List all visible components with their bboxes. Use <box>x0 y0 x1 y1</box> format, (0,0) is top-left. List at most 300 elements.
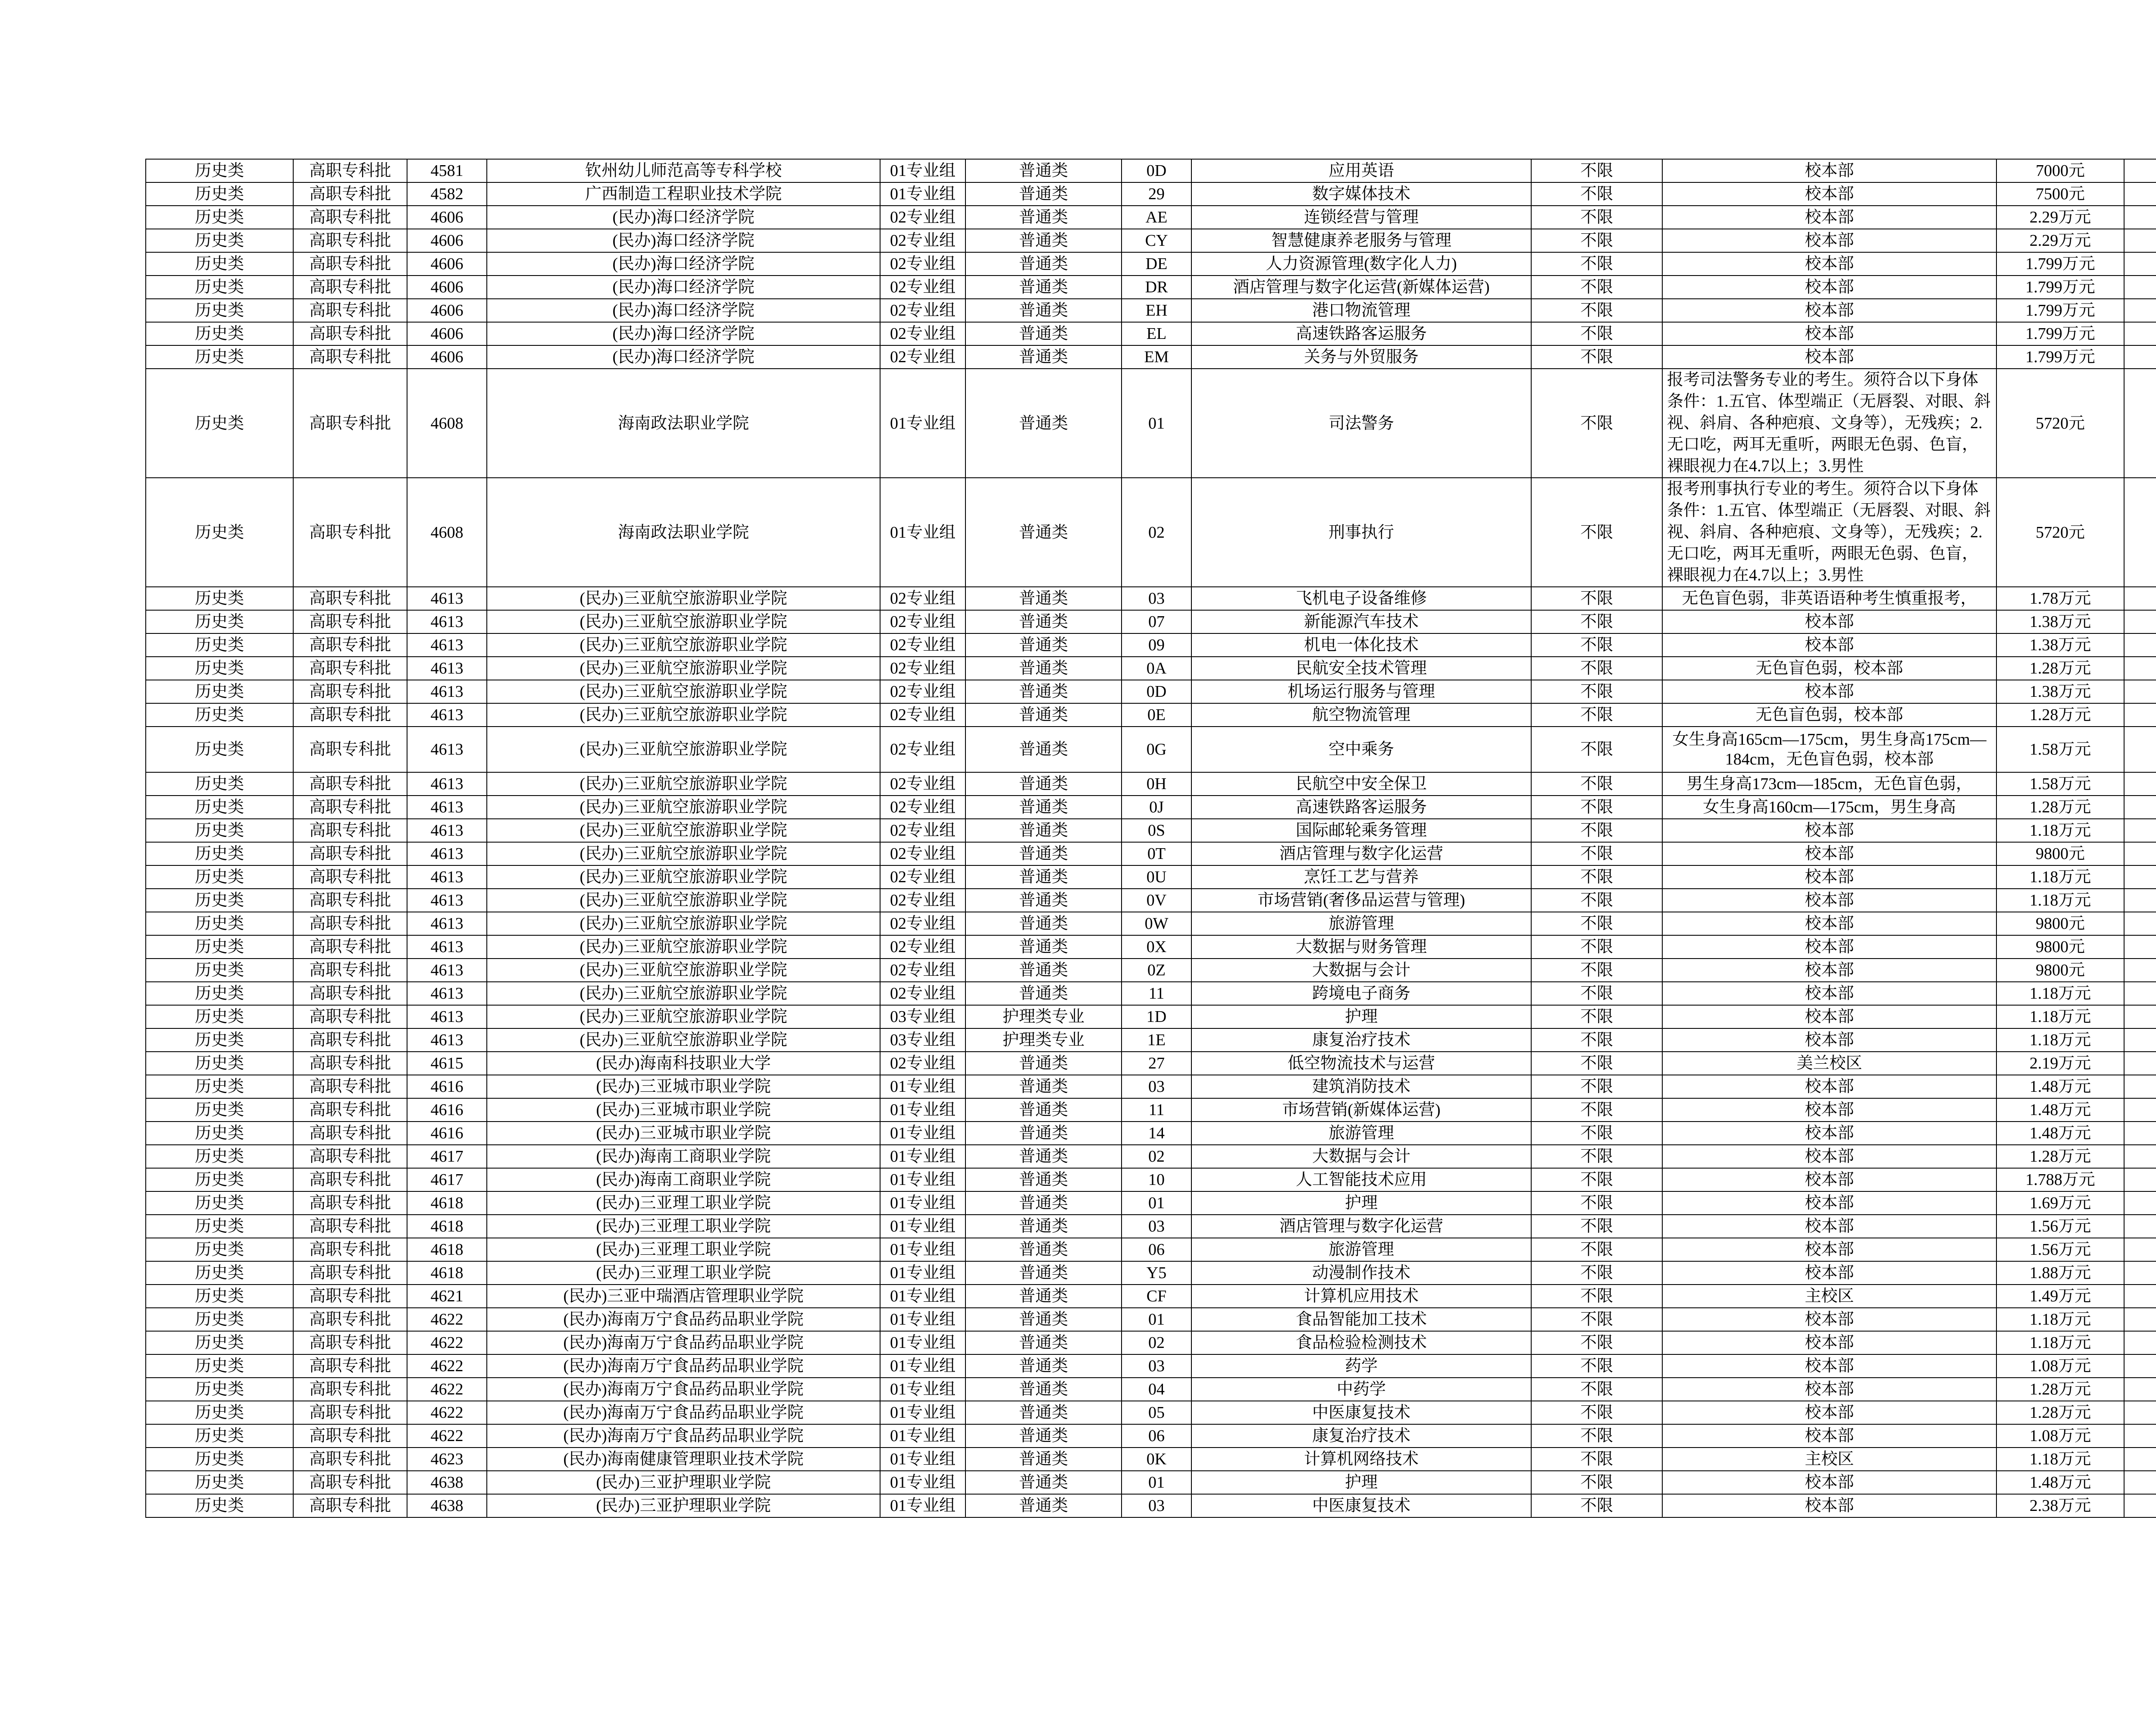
school-code-cell: 4622 <box>407 1401 487 1424</box>
major-name-cell: 中医康复技术 <box>1191 1401 1531 1424</box>
major-code-cell: 02 <box>1122 1331 1191 1354</box>
tuition-cell: 1.788万元 <box>1996 1168 2124 1191</box>
table-row <box>146 299 2156 322</box>
table-row <box>146 935 2156 959</box>
major-group-cell: 02专业组 <box>880 819 965 842</box>
school-name-cell: (民办)海南万宁食品药品职业学院 <box>487 1354 880 1378</box>
plan-count-cell <box>2124 1191 2156 1215</box>
school-name-cell: (民办)海口经济学院 <box>487 322 880 345</box>
tuition-cell: 1.48万元 <box>1996 1098 2124 1122</box>
category-type-cell: 普通类 <box>965 587 1122 610</box>
major-name-cell: 护理 <box>1191 1191 1531 1215</box>
subject-category-cell: 历史类 <box>146 159 293 182</box>
major-code-cell: 14 <box>1122 1122 1191 1145</box>
major-code-cell: 07 <box>1122 610 1191 633</box>
table-row <box>146 1331 2156 1354</box>
batch-cell: 高职专科批 <box>293 1261 407 1285</box>
category-type-cell: 普通类 <box>965 819 1122 842</box>
tuition-cell: 2.19万元 <box>1996 1052 2124 1075</box>
tuition-cell: 1.28万元 <box>1996 703 2124 727</box>
major-name-cell: 应用英语 <box>1191 159 1531 182</box>
subject-requirement-cell: 不限 <box>1531 322 1662 345</box>
major-code-cell: 01 <box>1122 1191 1191 1215</box>
table-row <box>146 889 2156 912</box>
tuition-cell: 2.29万元 <box>1996 229 2124 252</box>
major-group-cell: 02专业组 <box>880 796 965 819</box>
tuition-cell: 1.56万元 <box>1996 1238 2124 1261</box>
major-group-cell: 02专业组 <box>880 982 965 1005</box>
table-row <box>146 657 2156 680</box>
tuition-cell: 1.799万元 <box>1996 276 2124 299</box>
school-name-cell: 广西制造工程职业技术学院 <box>487 182 880 206</box>
subject-category-cell: 历史类 <box>146 680 293 703</box>
major-name-cell: 护理 <box>1191 1471 1531 1494</box>
tuition-cell: 1.799万元 <box>1996 322 2124 345</box>
plan-count-cell <box>2124 252 2156 276</box>
school-code-cell: 4613 <box>407 796 487 819</box>
plan-count-cell <box>2124 819 2156 842</box>
remarks-cell: 校本部 <box>1662 1028 1996 1052</box>
school-code-cell: 4622 <box>407 1354 487 1378</box>
subject-requirement-cell: 不限 <box>1531 229 1662 252</box>
tuition-cell: 1.38万元 <box>1996 680 2124 703</box>
remarks-cell: 女生身高165cm—175cm，男生身高175cm—184cm，无色盲色弱，校本部 <box>1662 727 1996 772</box>
table-body <box>146 159 2156 1517</box>
category-type-cell: 普通类 <box>965 680 1122 703</box>
major-name-cell: 护理 <box>1191 1005 1531 1028</box>
subject-category-cell: 历史类 <box>146 1122 293 1145</box>
subject-category-cell: 历史类 <box>146 1052 293 1075</box>
tuition-cell: 9800元 <box>1996 959 2124 982</box>
remarks-cell: 校本部 <box>1662 322 1996 345</box>
batch-cell: 高职专科批 <box>293 727 407 772</box>
remarks-cell: 校本部 <box>1662 1494 1996 1517</box>
subject-requirement-cell: 不限 <box>1531 182 1662 206</box>
major-code-cell: 0U <box>1122 865 1191 889</box>
major-name-cell: 民航安全技术管理 <box>1191 657 1531 680</box>
major-code-cell: 05 <box>1122 1401 1191 1424</box>
plan-count-cell <box>2124 1471 2156 1494</box>
category-type-cell: 普通类 <box>965 229 1122 252</box>
subject-category-cell: 历史类 <box>146 1215 293 1238</box>
major-name-cell: 低空物流技术与运营 <box>1191 1052 1531 1075</box>
major-name-cell: 食品检验检测技术 <box>1191 1331 1531 1354</box>
batch-cell: 高职专科批 <box>293 633 407 657</box>
school-name-cell: (民办)海口经济学院 <box>487 276 880 299</box>
major-name-cell: 食品智能加工技术 <box>1191 1308 1531 1331</box>
subject-category-cell: 历史类 <box>146 369 293 478</box>
tuition-cell: 1.18万元 <box>1996 819 2124 842</box>
subject-requirement-cell: 不限 <box>1531 1075 1662 1098</box>
category-type-cell: 普通类 <box>965 478 1122 587</box>
major-name-cell: 大数据与会计 <box>1191 1145 1531 1168</box>
school-name-cell: (民办)三亚航空旅游职业学院 <box>487 842 880 865</box>
batch-cell: 高职专科批 <box>293 159 407 182</box>
subject-category-cell: 历史类 <box>146 345 293 369</box>
tuition-cell: 9800元 <box>1996 842 2124 865</box>
plan-count-cell <box>2124 299 2156 322</box>
major-name-cell: 旅游管理 <box>1191 1238 1531 1261</box>
plan-count-cell <box>2124 1238 2156 1261</box>
table-row <box>146 345 2156 369</box>
batch-cell: 高职专科批 <box>293 842 407 865</box>
school-code-cell: 4613 <box>407 657 487 680</box>
plan-count-cell <box>2124 703 2156 727</box>
school-code-cell: 4613 <box>407 703 487 727</box>
major-code-cell: 0H <box>1122 772 1191 796</box>
table-row <box>146 865 2156 889</box>
major-code-cell: 03 <box>1122 1354 1191 1378</box>
major-name-cell: 刑事执行 <box>1191 478 1531 587</box>
school-name-cell: (民办)三亚航空旅游职业学院 <box>487 610 880 633</box>
major-group-cell: 02专业组 <box>880 322 965 345</box>
major-name-cell: 机场运行服务与管理 <box>1191 680 1531 703</box>
remarks-cell: 女生身高160cm—175cm，男生身高 <box>1662 796 1996 819</box>
plan-count-cell <box>2124 680 2156 703</box>
school-name-cell: (民办)三亚航空旅游职业学院 <box>487 772 880 796</box>
subject-requirement-cell: 不限 <box>1531 772 1662 796</box>
table-row <box>146 1494 2156 1517</box>
major-code-cell: 0Z <box>1122 959 1191 982</box>
category-type-cell: 普通类 <box>965 182 1122 206</box>
table-row <box>146 1424 2156 1448</box>
plan-count-cell <box>2124 369 2156 478</box>
subject-category-cell: 历史类 <box>146 1191 293 1215</box>
subject-category-cell: 历史类 <box>146 865 293 889</box>
major-name-cell: 智慧健康养老服务与管理 <box>1191 229 1531 252</box>
tuition-cell: 9800元 <box>1996 912 2124 935</box>
tuition-cell: 1.56万元 <box>1996 1215 2124 1238</box>
major-code-cell: 06 <box>1122 1424 1191 1448</box>
school-name-cell: (民办)海口经济学院 <box>487 345 880 369</box>
batch-cell: 高职专科批 <box>293 1471 407 1494</box>
plan-count-cell <box>2124 959 2156 982</box>
major-group-cell: 02专业组 <box>880 727 965 772</box>
subject-requirement-cell: 不限 <box>1531 1168 1662 1191</box>
subject-category-cell: 历史类 <box>146 587 293 610</box>
major-name-cell: 连锁经营与管理 <box>1191 206 1531 229</box>
school-name-cell: (民办)三亚航空旅游职业学院 <box>487 935 880 959</box>
category-type-cell: 普通类 <box>965 1401 1122 1424</box>
school-name-cell: (民办)三亚航空旅游职业学院 <box>487 1005 880 1028</box>
category-type-cell: 普通类 <box>965 1075 1122 1098</box>
major-name-cell: 市场营销(奢侈品运营与管理) <box>1191 889 1531 912</box>
category-type-cell: 普通类 <box>965 369 1122 478</box>
school-name-cell: (民办)三亚航空旅游职业学院 <box>487 865 880 889</box>
major-code-cell: AE <box>1122 206 1191 229</box>
table-row <box>146 1028 2156 1052</box>
category-type-cell: 普通类 <box>965 889 1122 912</box>
tuition-cell: 1.48万元 <box>1996 1471 2124 1494</box>
school-code-cell: 4606 <box>407 322 487 345</box>
school-code-cell: 4613 <box>407 587 487 610</box>
table-row <box>146 772 2156 796</box>
tuition-cell: 1.69万元 <box>1996 1191 2124 1215</box>
school-code-cell: 4613 <box>407 819 487 842</box>
remarks-cell: 校本部 <box>1662 182 1996 206</box>
major-group-cell: 01专业组 <box>880 1098 965 1122</box>
batch-cell: 高职专科批 <box>293 1285 407 1308</box>
major-group-cell: 02专业组 <box>880 587 965 610</box>
plan-count-cell <box>2124 657 2156 680</box>
plan-count-cell <box>2124 772 2156 796</box>
school-code-cell: 4616 <box>407 1075 487 1098</box>
major-code-cell: 0T <box>1122 842 1191 865</box>
school-name-cell: (民办)海南万宁食品药品职业学院 <box>487 1378 880 1401</box>
category-type-cell: 普通类 <box>965 727 1122 772</box>
subject-category-cell: 历史类 <box>146 206 293 229</box>
major-code-cell: EM <box>1122 345 1191 369</box>
school-code-cell: 4618 <box>407 1261 487 1285</box>
major-code-cell: 1E <box>1122 1028 1191 1052</box>
subject-category-cell: 历史类 <box>146 1308 293 1331</box>
school-name-cell: (民办)三亚航空旅游职业学院 <box>487 703 880 727</box>
remarks-cell: 无色盲色弱，校本部 <box>1662 703 1996 727</box>
subject-requirement-cell: 不限 <box>1531 819 1662 842</box>
school-code-cell: 4608 <box>407 369 487 478</box>
major-group-cell: 01专业组 <box>880 369 965 478</box>
subject-category-cell: 历史类 <box>146 229 293 252</box>
table-row <box>146 959 2156 982</box>
school-code-cell: 4613 <box>407 912 487 935</box>
table-row <box>146 252 2156 276</box>
plan-count-cell <box>2124 982 2156 1005</box>
subject-requirement-cell: 不限 <box>1531 1261 1662 1285</box>
table-row <box>146 1354 2156 1378</box>
school-code-cell: 4622 <box>407 1424 487 1448</box>
school-code-cell: 4606 <box>407 206 487 229</box>
category-type-cell: 普通类 <box>965 1285 1122 1308</box>
remarks-cell: 校本部 <box>1662 1098 1996 1122</box>
subject-category-cell: 历史类 <box>146 796 293 819</box>
school-name-cell: (民办)三亚航空旅游职业学院 <box>487 727 880 772</box>
plan-count-cell <box>2124 1285 2156 1308</box>
tuition-cell: 1.18万元 <box>1996 889 2124 912</box>
subject-category-cell: 历史类 <box>146 1378 293 1401</box>
major-name-cell: 司法警务 <box>1191 369 1531 478</box>
school-name-cell: (民办)海口经济学院 <box>487 252 880 276</box>
school-name-cell: (民办)三亚航空旅游职业学院 <box>487 982 880 1005</box>
school-name-cell: (民办)海南工商职业学院 <box>487 1145 880 1168</box>
admission-plan-table <box>145 159 2156 1518</box>
remarks-cell: 美兰校区 <box>1662 1052 1996 1075</box>
remarks-cell: 报考刑事执行专业的考生。须符合以下身体条件：1.五官、体型端正（无唇裂、对眼、斜视、斜肩、各种疤痕、文身等），无残疾；2.无口吃，两耳无重听，两眼无色弱、色盲，裸眼视力在4.7以上；3.男性 <box>1662 478 1996 587</box>
subject-category-cell: 历史类 <box>146 772 293 796</box>
school-code-cell: 4618 <box>407 1215 487 1238</box>
major-group-cell: 03专业组 <box>880 1028 965 1052</box>
category-type-cell: 普通类 <box>965 842 1122 865</box>
remarks-cell: 校本部 <box>1662 912 1996 935</box>
subject-requirement-cell: 不限 <box>1531 1471 1662 1494</box>
remarks-cell: 无色盲色弱，校本部 <box>1662 657 1996 680</box>
school-name-cell: (民办)海南健康管理职业技术学院 <box>487 1448 880 1471</box>
table-row <box>146 1448 2156 1471</box>
major-name-cell: 数字媒体技术 <box>1191 182 1531 206</box>
table-row <box>146 1378 2156 1401</box>
major-code-cell: 0S <box>1122 819 1191 842</box>
major-group-cell: 01专业组 <box>880 1401 965 1424</box>
remarks-cell: 校本部 <box>1662 959 1996 982</box>
category-type-cell: 普通类 <box>965 796 1122 819</box>
tuition-cell: 1.38万元 <box>1996 610 2124 633</box>
table-row <box>146 842 2156 865</box>
batch-cell: 高职专科批 <box>293 1028 407 1052</box>
major-code-cell: 11 <box>1122 982 1191 1005</box>
major-name-cell: 新能源汽车技术 <box>1191 610 1531 633</box>
subject-requirement-cell: 不限 <box>1531 206 1662 229</box>
school-name-cell: (民办)海口经济学院 <box>487 229 880 252</box>
batch-cell: 高职专科批 <box>293 478 407 587</box>
school-code-cell: 4606 <box>407 276 487 299</box>
major-group-cell: 02专业组 <box>880 889 965 912</box>
remarks-cell: 校本部 <box>1662 982 1996 1005</box>
remarks-cell: 校本部 <box>1662 1378 1996 1401</box>
subject-category-cell: 历史类 <box>146 657 293 680</box>
category-type-cell: 普通类 <box>965 772 1122 796</box>
category-type-cell: 普通类 <box>965 935 1122 959</box>
major-name-cell: 港口物流管理 <box>1191 299 1531 322</box>
table-row <box>146 182 2156 206</box>
category-type-cell: 普通类 <box>965 633 1122 657</box>
school-code-cell: 4638 <box>407 1494 487 1517</box>
major-name-cell: 空中乘务 <box>1191 727 1531 772</box>
plan-count-cell <box>2124 229 2156 252</box>
table-row <box>146 1168 2156 1191</box>
batch-cell: 高职专科批 <box>293 610 407 633</box>
school-code-cell: 4618 <box>407 1238 487 1261</box>
batch-cell: 高职专科批 <box>293 680 407 703</box>
major-group-cell: 02专业组 <box>880 865 965 889</box>
tuition-cell: 1.18万元 <box>1996 1005 2124 1028</box>
major-group-cell: 01专业组 <box>880 1308 965 1331</box>
remarks-cell: 校本部 <box>1662 680 1996 703</box>
school-code-cell: 4613 <box>407 865 487 889</box>
plan-count-cell <box>2124 1145 2156 1168</box>
remarks-cell: 校本部 <box>1662 1215 1996 1238</box>
batch-cell: 高职专科批 <box>293 252 407 276</box>
plan-count-cell <box>2124 276 2156 299</box>
school-code-cell: 4608 <box>407 478 487 587</box>
subject-category-cell: 历史类 <box>146 959 293 982</box>
major-group-cell: 02专业组 <box>880 229 965 252</box>
major-group-cell: 03专业组 <box>880 1005 965 1028</box>
subject-requirement-cell: 不限 <box>1531 1122 1662 1145</box>
major-group-cell: 02专业组 <box>880 703 965 727</box>
major-group-cell: 02专业组 <box>880 299 965 322</box>
batch-cell: 高职专科批 <box>293 299 407 322</box>
tuition-cell: 1.48万元 <box>1996 1122 2124 1145</box>
major-group-cell: 01专业组 <box>880 182 965 206</box>
subject-category-cell: 历史类 <box>146 1168 293 1191</box>
table-row <box>146 1238 2156 1261</box>
major-name-cell: 中药学 <box>1191 1378 1531 1401</box>
batch-cell: 高职专科批 <box>293 1145 407 1168</box>
subject-category-cell: 历史类 <box>146 252 293 276</box>
batch-cell: 高职专科批 <box>293 1424 407 1448</box>
major-code-cell: CF <box>1122 1285 1191 1308</box>
tuition-cell: 1.48万元 <box>1996 1075 2124 1098</box>
batch-cell: 高职专科批 <box>293 322 407 345</box>
major-group-cell: 01专业组 <box>880 1168 965 1191</box>
tuition-cell: 1.28万元 <box>1996 1145 2124 1168</box>
category-type-cell: 普通类 <box>965 1471 1122 1494</box>
subject-requirement-cell: 不限 <box>1531 1308 1662 1331</box>
major-name-cell: 计算机应用技术 <box>1191 1285 1531 1308</box>
table-row <box>146 680 2156 703</box>
table-row <box>146 1308 2156 1331</box>
category-type-cell: 普通类 <box>965 1308 1122 1331</box>
major-name-cell: 酒店管理与数字化运营 <box>1191 842 1531 865</box>
major-group-cell: 01专业组 <box>880 1145 965 1168</box>
remarks-cell: 校本部 <box>1662 1191 1996 1215</box>
table-row <box>146 1052 2156 1075</box>
subject-requirement-cell: 不限 <box>1531 727 1662 772</box>
major-code-cell: 09 <box>1122 633 1191 657</box>
major-group-cell: 02专业组 <box>880 657 965 680</box>
major-code-cell: 01 <box>1122 1308 1191 1331</box>
school-name-cell: (民办)海南万宁食品药品职业学院 <box>487 1424 880 1448</box>
subject-requirement-cell: 不限 <box>1531 796 1662 819</box>
subject-category-cell: 历史类 <box>146 299 293 322</box>
remarks-cell: 校本部 <box>1662 1238 1996 1261</box>
school-code-cell: 4613 <box>407 680 487 703</box>
plan-count-cell <box>2124 322 2156 345</box>
school-name-cell: (民办)三亚航空旅游职业学院 <box>487 819 880 842</box>
table-row <box>146 1145 2156 1168</box>
subject-requirement-cell: 不限 <box>1531 703 1662 727</box>
subject-category-cell: 历史类 <box>146 889 293 912</box>
school-name-cell: (民办)三亚航空旅游职业学院 <box>487 912 880 935</box>
school-name-cell: (民办)三亚理工职业学院 <box>487 1261 880 1285</box>
table-row <box>146 276 2156 299</box>
remarks-cell: 校本部 <box>1662 1354 1996 1378</box>
tuition-cell: 7500元 <box>1996 182 2124 206</box>
batch-cell: 高职专科批 <box>293 772 407 796</box>
table-row <box>146 587 2156 610</box>
school-code-cell: 4606 <box>407 229 487 252</box>
table-row <box>146 703 2156 727</box>
category-type-cell: 普通类 <box>965 1191 1122 1215</box>
tuition-cell: 2.38万元 <box>1996 1494 2124 1517</box>
category-type-cell: 普通类 <box>965 1052 1122 1075</box>
major-group-cell: 01专业组 <box>880 1378 965 1401</box>
major-group-cell: 01专业组 <box>880 1448 965 1471</box>
plan-count-cell <box>2124 842 2156 865</box>
plan-count-cell <box>2124 912 2156 935</box>
remarks-cell: 校本部 <box>1662 1401 1996 1424</box>
school-name-cell: (民办)三亚航空旅游职业学院 <box>487 680 880 703</box>
remarks-cell: 校本部 <box>1662 206 1996 229</box>
batch-cell: 高职专科批 <box>293 703 407 727</box>
major-group-cell: 02专业组 <box>880 1052 965 1075</box>
table-row <box>146 369 2156 478</box>
subject-requirement-cell: 不限 <box>1531 252 1662 276</box>
subject-requirement-cell: 不限 <box>1531 345 1662 369</box>
subject-requirement-cell: 不限 <box>1531 959 1662 982</box>
plan-count-cell <box>2124 1494 2156 1517</box>
major-group-cell: 02专业组 <box>880 345 965 369</box>
school-code-cell: 4618 <box>407 1191 487 1215</box>
school-code-cell: 4581 <box>407 159 487 182</box>
major-name-cell: 高速铁路客运服务 <box>1191 322 1531 345</box>
table-row <box>146 633 2156 657</box>
remarks-cell: 校本部 <box>1662 1168 1996 1191</box>
major-code-cell: 1D <box>1122 1005 1191 1028</box>
table-row <box>146 1215 2156 1238</box>
batch-cell: 高职专科批 <box>293 1168 407 1191</box>
major-name-cell: 旅游管理 <box>1191 1122 1531 1145</box>
school-name-cell: (民办)三亚航空旅游职业学院 <box>487 959 880 982</box>
